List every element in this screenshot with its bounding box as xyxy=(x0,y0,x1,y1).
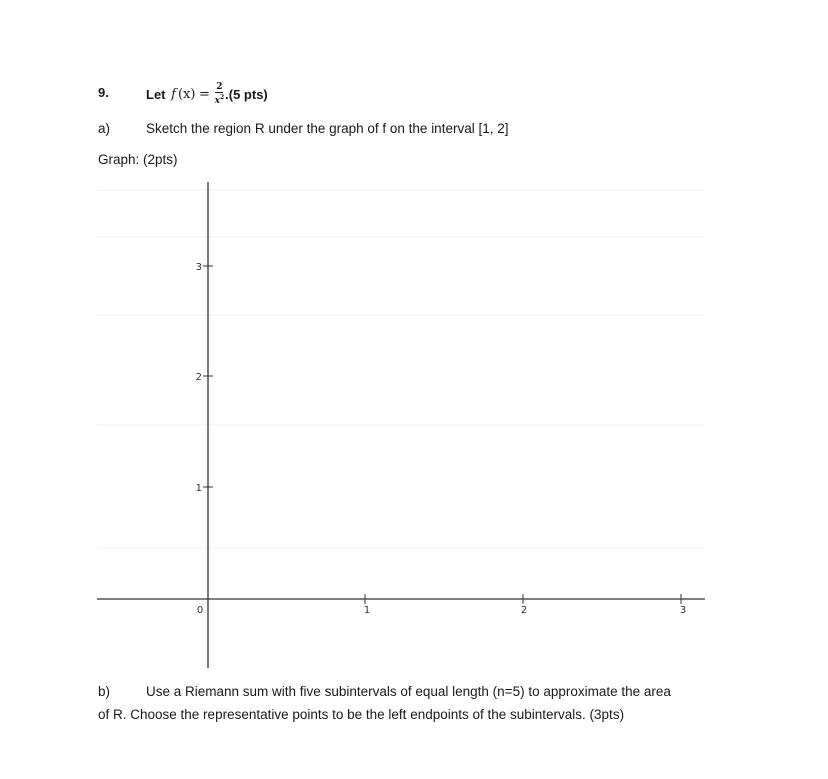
y-tick-label-1: 1 xyxy=(195,483,202,494)
part-a-text: Sketch the region R under the graph of f on the interval [1, 2] xyxy=(146,121,509,136)
x-tick-label-2: 2 xyxy=(520,605,528,616)
equals-sign: = xyxy=(199,87,210,102)
x-tick-label-1: 1 xyxy=(363,605,371,616)
question-prefix: Let xyxy=(146,87,166,102)
faint-grid xyxy=(97,190,705,548)
fraction-denominator: $x^2$ xyxy=(214,94,225,106)
question-number: 9. xyxy=(98,85,109,100)
function-arg: (x) xyxy=(177,87,196,102)
x-tick-label-0: 0 xyxy=(196,605,204,616)
fraction-numerator: 2 xyxy=(216,82,223,92)
y-tick-label-3: 3 xyxy=(195,262,202,273)
x-tick-label-3: 3 xyxy=(679,605,687,616)
graph-label: Graph: (2pts) xyxy=(98,152,178,167)
part-a-label: a) xyxy=(98,121,111,136)
part-b-text-line2: of R. Choose the representative points to be the left endpoints of the subintervals. (3pts) xyxy=(98,707,625,722)
y-tick-label-2: 2 xyxy=(195,372,202,383)
function-name: f xyxy=(171,87,176,102)
points-note: .(5 pts) xyxy=(225,87,268,102)
part-b-label: b) xyxy=(98,684,111,699)
part-b-text-line1: Use a Riemann sum with five subintervals of equal length (n=5) to approximate the area xyxy=(146,684,671,699)
